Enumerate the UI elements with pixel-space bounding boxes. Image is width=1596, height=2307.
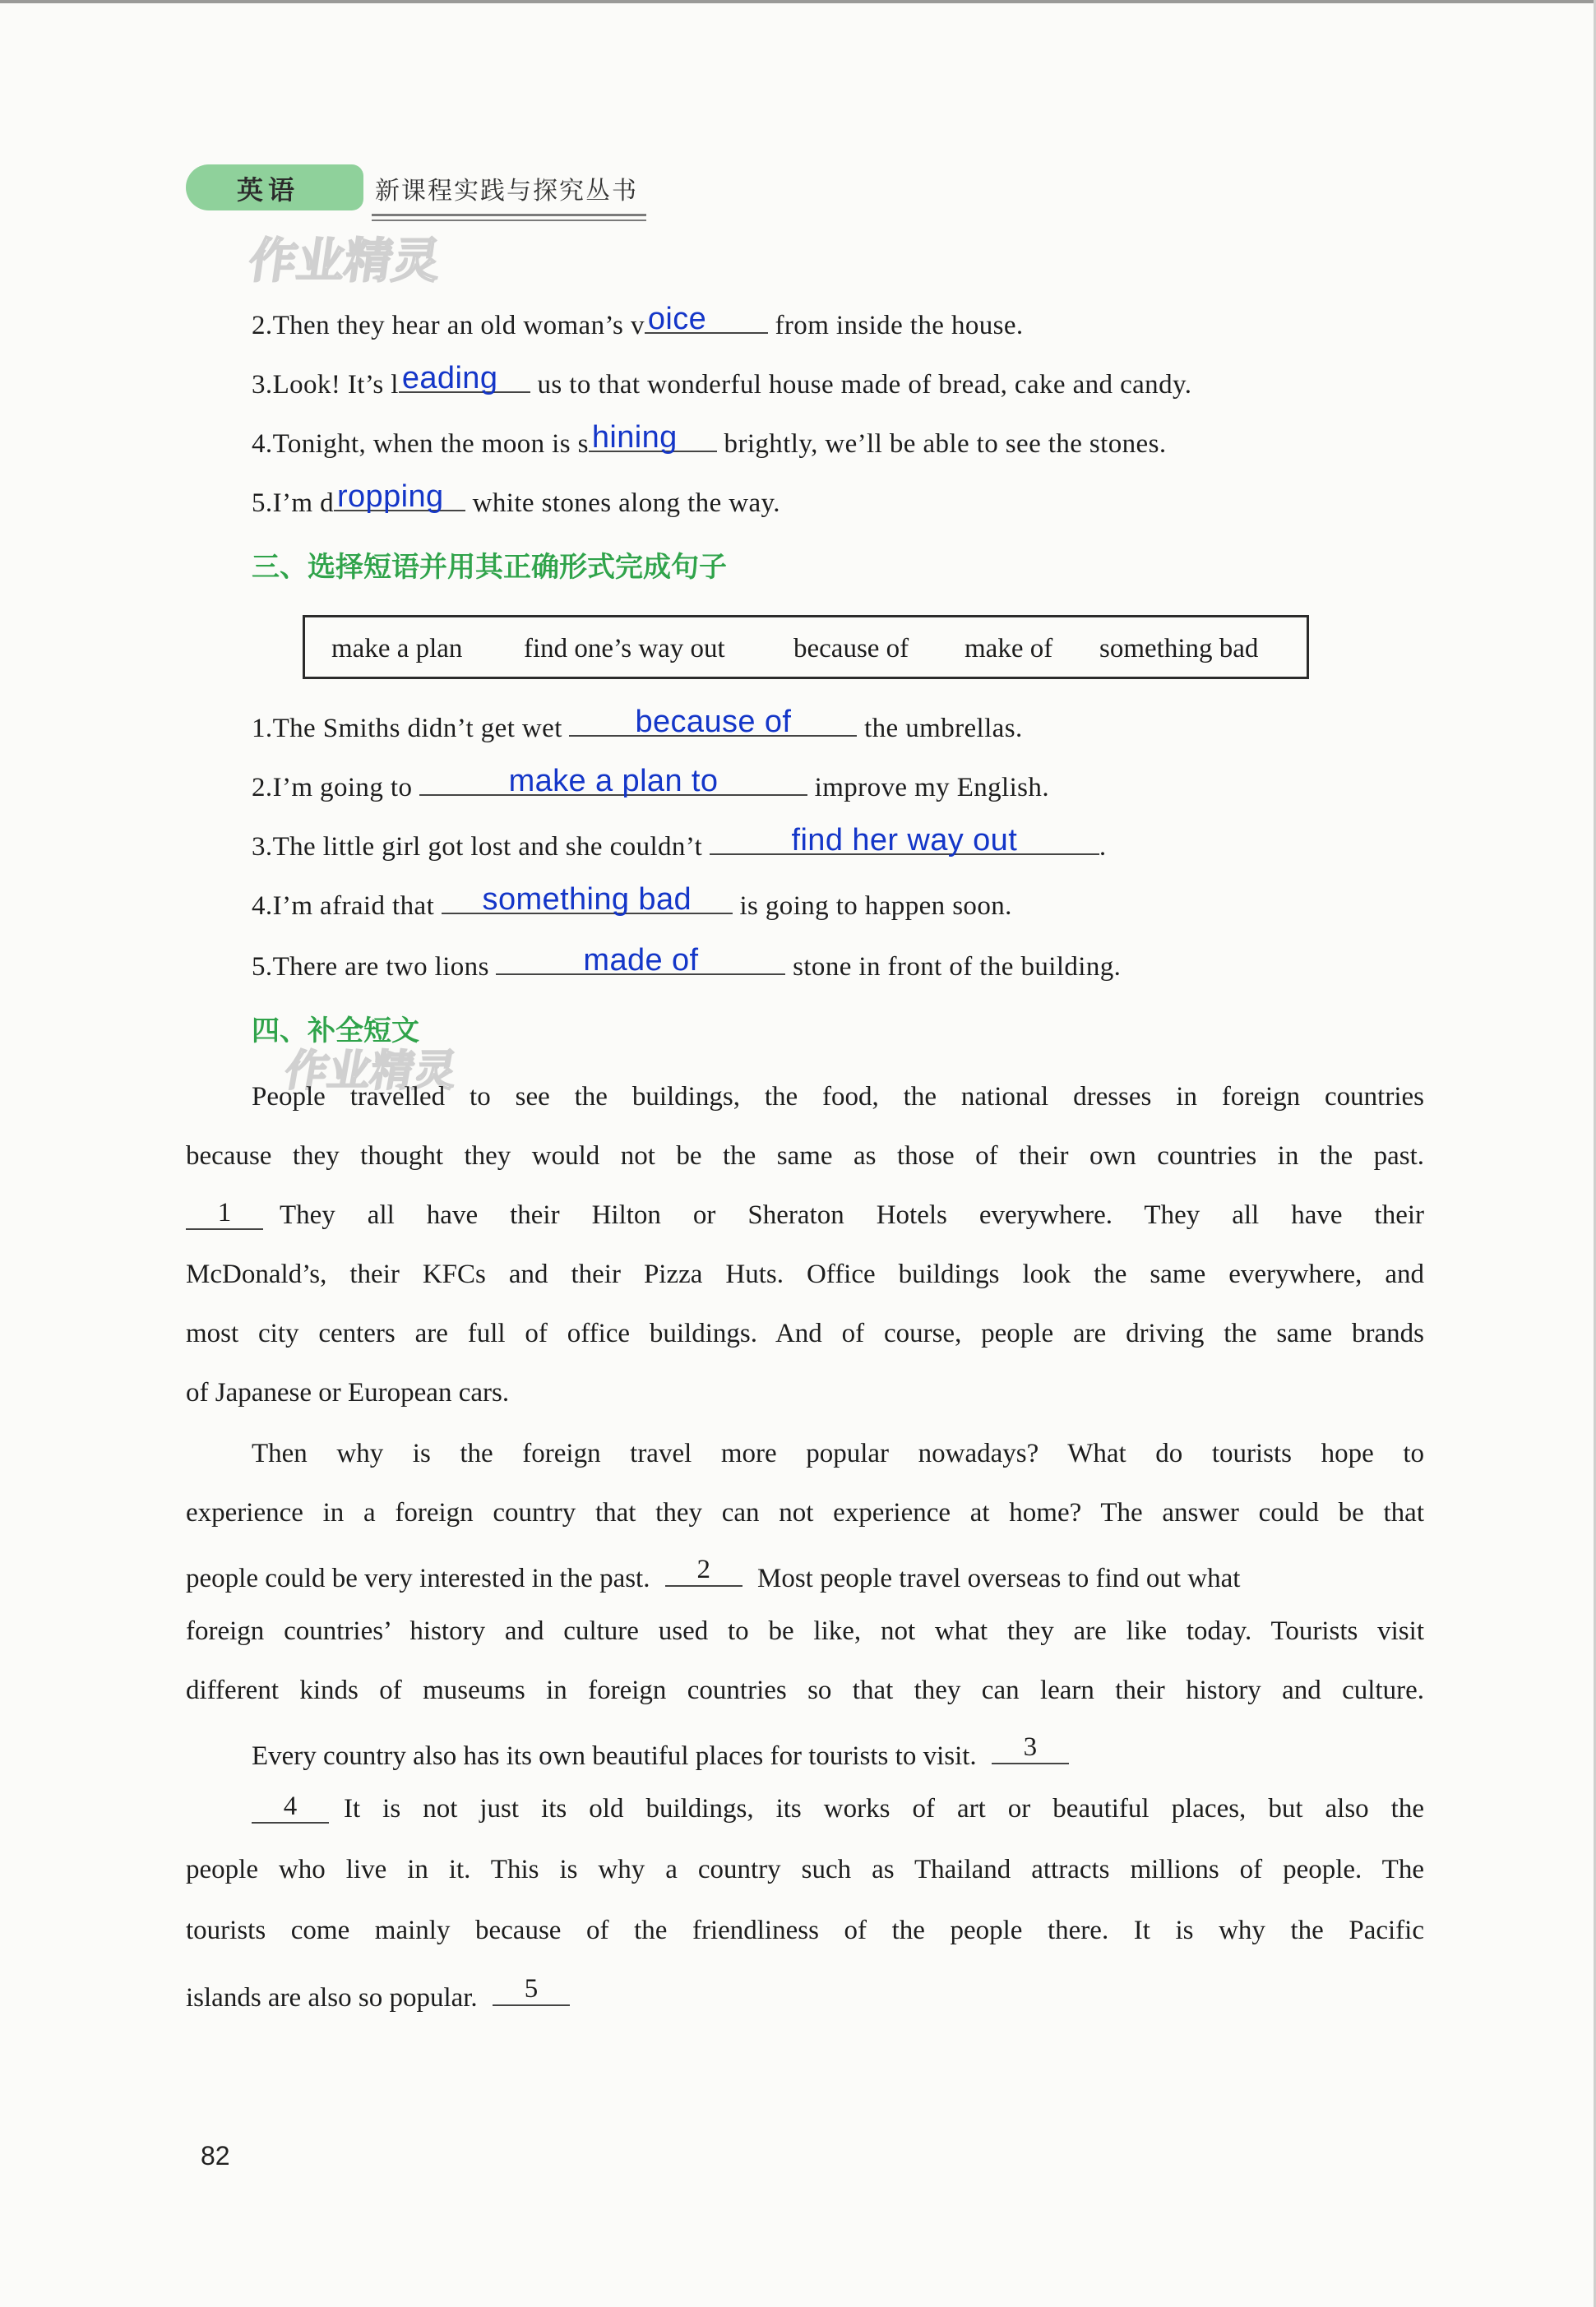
passage-line: foreign countries’ history and culture used to be like, not what they are like today. Tourists visit [186, 1616, 1424, 1646]
phrase-option: because of [793, 634, 909, 663]
page-number: 82 [201, 2141, 230, 2171]
passage-line: people who live in it. This is why a country such as Thailand attracts millions of people. The [186, 1855, 1424, 1884]
part3-item-5: 5.There are two lions made of stone in front of the building. [252, 943, 1122, 982]
answer-blank[interactable]: made of [496, 945, 785, 975]
part2-item-5: 5.I’m d ropping white stones along the way. [252, 479, 780, 518]
answer-blank[interactable]: something bad [442, 885, 733, 914]
blank-2[interactable]: 2 [665, 1557, 742, 1587]
header-rule-top [372, 214, 646, 216]
series-title: 新课程实践与探究丛书 [375, 177, 638, 206]
phrase-option: find one’s way out [524, 634, 725, 663]
passage-line: experience in a foreign country that they can not experience at home? The answer could be that [186, 1498, 1424, 1528]
watermark-mid: 作业精灵 [280, 1047, 461, 1096]
part3-item-4: 4.I’m afraid that something bad is going to happen soon. [252, 882, 1012, 921]
answer-blank[interactable]: oice [645, 304, 768, 334]
part3-item-2: 2.I’m going to make a plan to improve my English. [252, 764, 1049, 802]
passage-line: People travelled to see the buildings, the food, the national dresses in foreign countries [252, 1082, 1424, 1112]
answer-blank[interactable]: eading [399, 363, 530, 393]
passage-line: because they thought they would not be the same as those of their own countries in the past. [186, 1141, 1424, 1171]
blank-5[interactable]: 5 [493, 1976, 570, 2006]
answer-blank[interactable]: because of [569, 707, 857, 737]
blank-3[interactable]: 3 [992, 1735, 1069, 1764]
passage-line: of Japanese or European cars. [186, 1378, 510, 1408]
passage-line: McDonald’s, their KFCs and their Pizza Huts. Office buildings look the same everywhere, and [186, 1260, 1424, 1289]
part2-item-3: 3.Look! It’s l eading us to that wonderful house made of bread, cake and candy. [252, 361, 1192, 400]
passage-line: Then why is the foreign travel more popular nowadays? What do tourists hope to [252, 1439, 1424, 1468]
passage-line-blank3: Every country also has its own beautiful places for tourists to visit. 3 [252, 1735, 1069, 1772]
answer-blank[interactable]: make a plan to [419, 766, 807, 796]
passage-line-blank2: people could be very interested in the past. 2 Most people travel overseas to find out what [186, 1555, 1241, 1593]
phrase-option: make a plan [331, 634, 463, 663]
part4-heading: 四、补全短文 [252, 1015, 419, 1047]
part2-item-2: 2.Then they hear an old woman’s v oice from inside the house. [252, 302, 1024, 340]
answer-blank[interactable]: hining [589, 423, 717, 452]
top-edge [0, 0, 1596, 3]
phrase-box [303, 615, 1309, 679]
passage-line: different kinds of museums in foreign countries so that they can learn their history and culture. [186, 1676, 1424, 1705]
passage-line-blank1: 1 They all have their Hilton or Sheraton Hotels everywhere. They all have their [186, 1200, 1424, 1237]
blank-4[interactable]: 4 [252, 1794, 329, 1824]
blank-1[interactable]: 1 [186, 1200, 263, 1230]
passage-line-blank5: islands are also so popular. 5 [186, 1976, 570, 2013]
part3-heading: 三、选择短语并用其正确形式完成句子 [252, 551, 727, 584]
subject-label: 英语 [237, 174, 300, 206]
part3-item-3: 3.The little girl got lost and she couldn’t find her way out . [252, 823, 1107, 862]
passage-line-blank4: 4 It is not just its old buildings, its works of art or beautiful places, but also the [252, 1794, 1424, 1831]
watermark-top: 作业精灵 [245, 233, 445, 289]
part2-item-4: 4.Tonight, when the moon is s hining brightly, we’ll be able to see the stones. [252, 420, 1167, 459]
passage-line: most city centers are full of office buildings. And of course, people are driving the same brands [186, 1319, 1424, 1348]
header-rule-bottom [372, 220, 646, 221]
phrase-option: something bad [1099, 634, 1259, 663]
part3-item-1: 1.The Smiths didn’t get wet because of the umbrellas. [252, 705, 1023, 743]
phrase-option: make of [965, 634, 1053, 663]
answer-blank[interactable]: ropping [334, 482, 465, 511]
passage-line: tourists come mainly because of the friendliness of the people there. It is why the Pacific [186, 1916, 1424, 1945]
answer-blank[interactable]: find her way out [710, 825, 1099, 855]
